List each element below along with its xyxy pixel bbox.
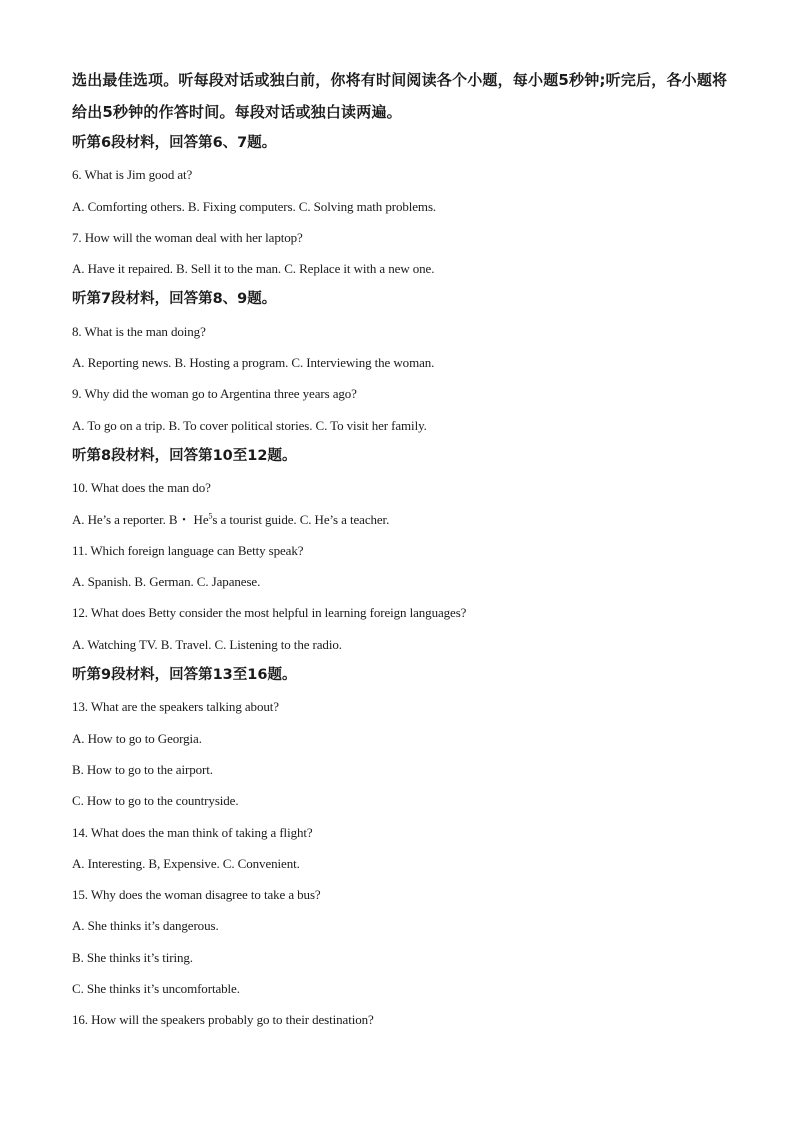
question-7: 7. How will the woman deal with her laptop?: [72, 229, 303, 245]
question-12: 12. What does Betty consider the most helpful in learning foreign languages?: [72, 605, 467, 621]
section-heading: 听第9段材料，回答第13至16题。: [72, 667, 297, 684]
options-14: A. Interesting. B, Expensive. C. Convenient.: [72, 855, 300, 871]
options-10: [72, 504, 732, 535]
exam-page: [72, 64, 732, 1036]
options-10-part-1: A. He’s a reporter. B・ He: [72, 511, 209, 527]
question-list: [72, 128, 732, 1036]
options-9: A. To go on a trip. B. To cover political stories. C. To visit her family.: [72, 417, 427, 433]
options-6: A. Comforting others. B. Fixing computers. C. Solving math problems.: [72, 198, 437, 214]
options-11: A. Spanish. B. German. C. Japanese.: [72, 574, 261, 590]
question-8: 8. What is the man doing?: [72, 323, 206, 339]
question-14: 14. What does the man think of taking a flight?: [72, 824, 313, 840]
question-15: 15. Why does the woman disagree to take a bus?: [72, 887, 321, 903]
question-10: 10. What does the man do?: [72, 480, 211, 496]
question-9: 9. Why did the woman go to Argentina three years ago?: [72, 386, 357, 402]
section-heading: 听第7段材料，回答第8、9题。: [72, 291, 277, 308]
option-15-b: B. She thinks it’s tiring.: [72, 949, 193, 965]
section-heading: 听第6段材料，回答第6、7题。: [72, 135, 277, 151]
options-10-superscript: 5: [208, 511, 213, 521]
options-10-part-2: s a tourist guide. C. He’s a teacher.: [212, 511, 390, 527]
question-11: 11. Which foreign language can Betty speak?: [72, 542, 304, 558]
options-7: A. Have it repaired. B. Sell it to the man. C. Replace it with a new one.: [72, 261, 435, 277]
option-15-a: A. She thinks it’s dangerous.: [72, 918, 219, 934]
option-13-b: B. How to go to the airport.: [72, 761, 213, 777]
section-heading: 听第8段材料，回答第10至12题。: [72, 447, 297, 464]
section-instructions: 选出最佳选项。听每段对话或独白前，你将有时间阅读各个小题，每小题5秒钟;听完后，各小题将给出5秒钟的作答时间。每段对话或独白读两遍。: [72, 71, 728, 121]
question-16: 16. How will the speakers probably go to their destination?: [72, 1012, 374, 1028]
question-13: 13. What are the speakers talking about?: [72, 699, 279, 715]
question-6: 6. What is Jim good at?: [72, 167, 193, 183]
option-13-c: C. How to go to the countryside.: [72, 793, 239, 809]
options-12: A. Watching TV. B. Travel. C. Listening to the radio.: [72, 636, 342, 652]
option-15-c: C. She thinks it’s uncomfortable.: [72, 981, 240, 997]
option-13-a: A. How to go to Georgia.: [72, 730, 202, 746]
options-8: A. Reporting news. B. Hosting a program. C. Interviewing the woman.: [72, 355, 435, 371]
